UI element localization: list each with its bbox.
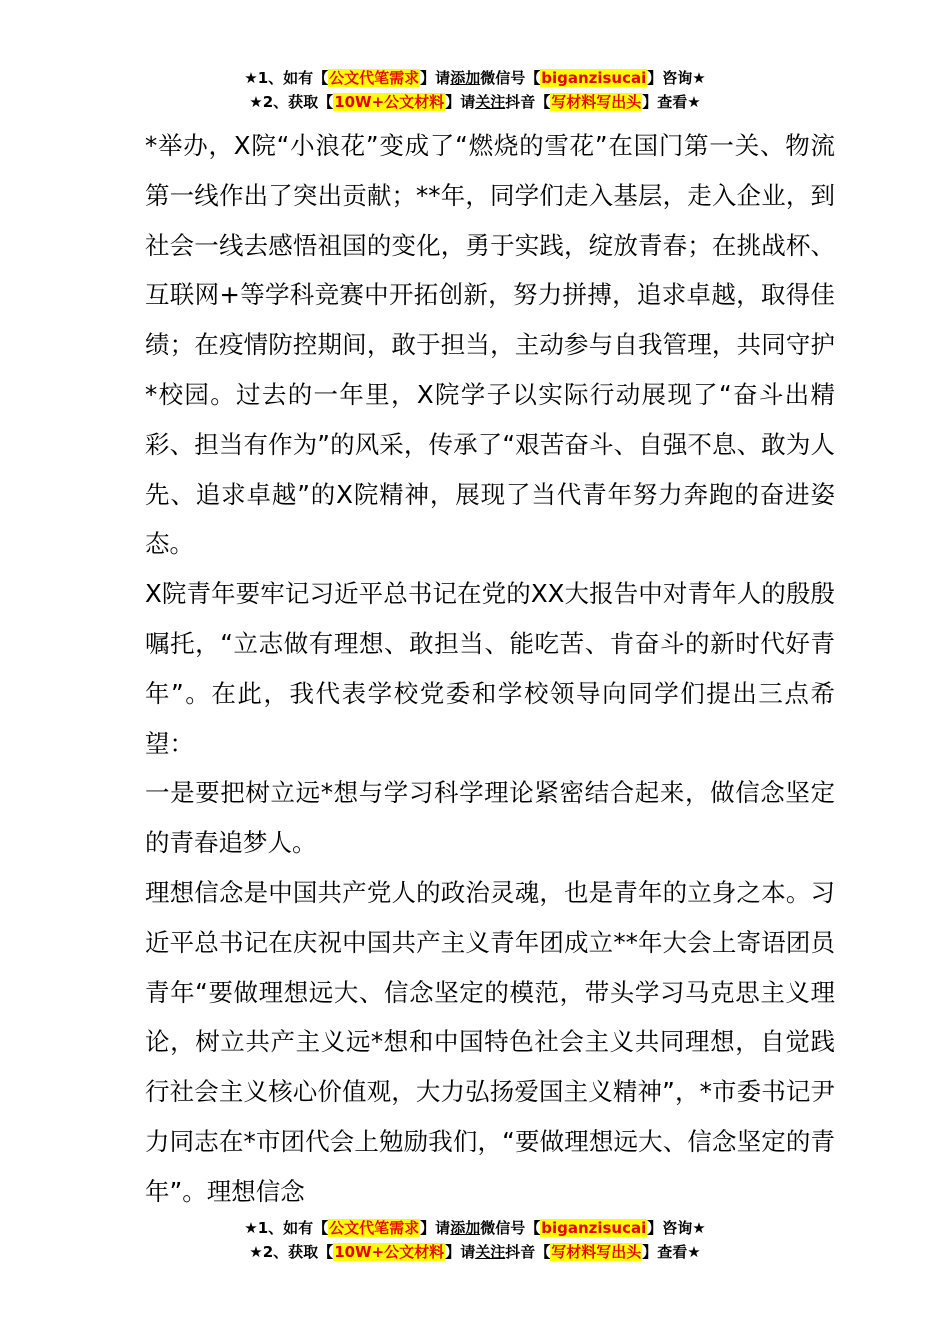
banner-emphasis: 关注 (475, 1243, 506, 1261)
banner-text: 】查看★ (642, 93, 701, 111)
body-paragraph: X院青年要牢记习近平总书记在党的XX大报告中对青年人的殷殷嘱托，“立志做有理想、敢担当、能吃苦、肯奋斗的新时代好青年”。在此，我代表学校党委和学校领导向同学们提出三点希望： (145, 579, 835, 758)
banner-text: 微信号【 (480, 69, 541, 87)
banner-text: 】查看★ (642, 1243, 701, 1261)
section-heading: 一是要把树立远*想与学习科学理论紧密结合起来，做信念坚定的青春追梦人。 (145, 778, 835, 858)
banner-emphasis: 添加 (450, 1219, 481, 1237)
banner-emphasis: 关注 (475, 93, 506, 111)
banner-text: 】请 (420, 1219, 451, 1237)
banner-text: 抖音【 (505, 1243, 551, 1261)
banner-text: 】请 (445, 1243, 476, 1261)
banner-line-2 (0, 1240, 950, 1264)
banner-text: 】请 (420, 69, 451, 87)
body-paragraph: *举办，X院“小浪花”变成了“燃烧的雪花”在国门第一关、物流第一线作出了突出贡献；**年，同学们走入基层，走入企业，到社会一线去感悟祖国的变化，勇于实践，绽放青春；在挑战杯、互联网+等学科竞赛中开拓创新，努力拼搏，追求卓越，取得佳绩；在疫情防控期间，敢于担当，主动参与自我管理，共同守护*校园。过去的一年里，X院学子以实际行动展现了“奋斗出精彩、担当有作为”的风采，传承了“艰苦奋斗、自强不息、敢为人先、追求卓越”的X院精神，展现了当代青年努力奔跑的奋进姿态。 (145, 131, 835, 559)
banner-text: 抖音【 (505, 93, 551, 111)
highlight-douyin: 写材料写出头 (551, 93, 642, 111)
banner-emphasis: 添加 (450, 69, 481, 87)
highlight-service: 公文代笔需求 (329, 1219, 420, 1237)
banner-text: 】咨询★ (647, 1219, 706, 1237)
banner-text: ★1、如有【 (244, 1219, 329, 1237)
highlight-materials: 10W+公文材料 (334, 1243, 445, 1261)
banner-line-1 (0, 1216, 950, 1240)
header-banner (0, 66, 950, 114)
highlight-materials: 10W+公文材料 (334, 93, 445, 111)
body-paragraph: 理想信念是中国共产党人的政治灵魂，也是青年的立身之本。习近平总书记在庆祝中国共产主义青年团成立**年大会上寄语团员青年“要做理想远大、信念坚定的模范，带头学习马克思主义理论，树立共产主义远*想和中国特色社会主义共同理想，自觉践行社会主义核心价值观，大力弘扬爱国主义精神”，*市委书记尹力同志在*市团代会上勉励我们，“要做理想远大、信念坚定的青年”。理想信念 (145, 877, 835, 1206)
highlight-wechat-id: biganzisucai (541, 1219, 647, 1237)
highlight-douyin: 写材料写出头 (551, 1243, 642, 1261)
highlight-service: 公文代笔需求 (329, 69, 420, 87)
document-body (145, 121, 835, 1217)
footer-banner (0, 1216, 950, 1264)
banner-text: 】请 (445, 93, 476, 111)
highlight-wechat-id: biganzisucai (541, 69, 647, 87)
banner-text: ★2、获取【 (249, 93, 334, 111)
banner-text: 微信号【 (480, 1219, 541, 1237)
banner-text: 】咨询★ (647, 69, 706, 87)
banner-line-1 (0, 66, 950, 90)
banner-text: ★1、如有【 (244, 69, 329, 87)
banner-line-2 (0, 90, 950, 114)
banner-text: ★2、获取【 (249, 1243, 334, 1261)
